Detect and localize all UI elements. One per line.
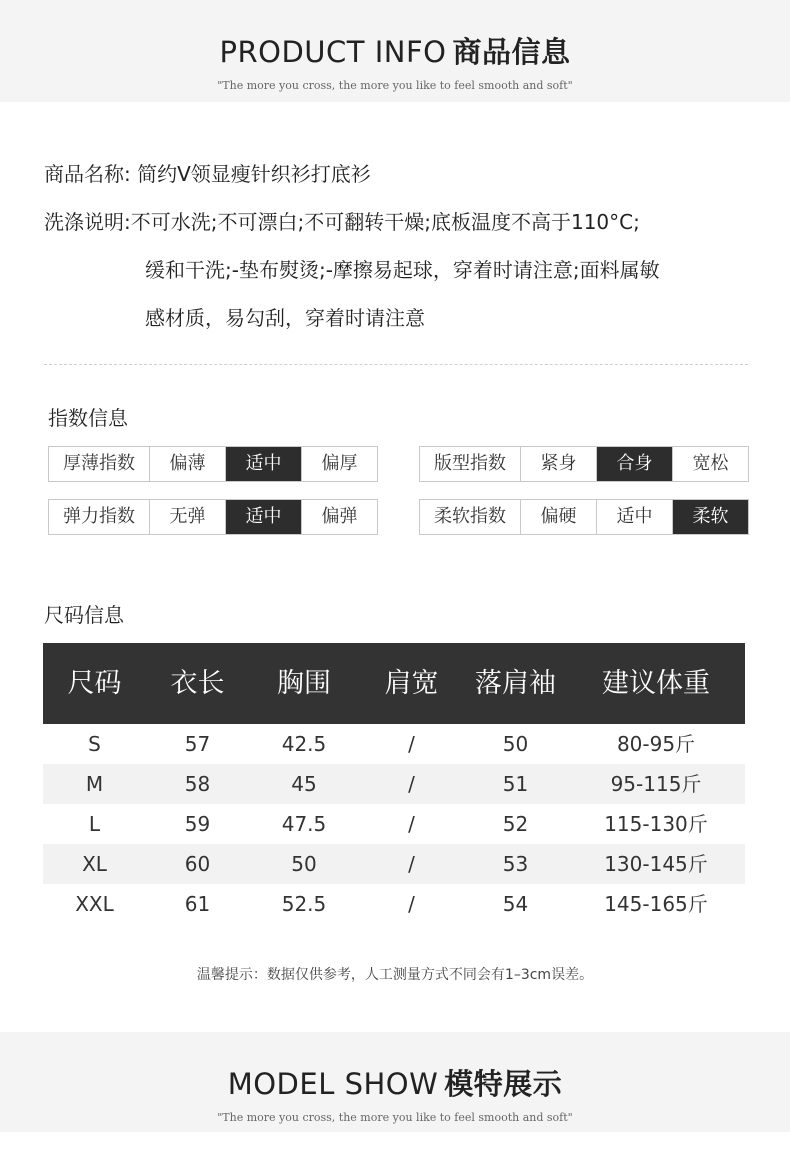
model-show-header (0, 1032, 790, 1132)
table-cell: 60 (184, 852, 211, 876)
table-cell: 57 (184, 732, 211, 756)
index-group-softness (419, 499, 749, 535)
table-row (43, 724, 745, 764)
wash-label: 洗涤说明: (44, 210, 131, 234)
table-cell: 115-130斤 (604, 812, 708, 836)
index-label: 柔软指数 (434, 506, 506, 527)
header-cell: 尺码 (67, 668, 122, 699)
table-cell: 45 (291, 772, 317, 796)
dotted-divider (44, 364, 748, 365)
table-cell: M (85, 772, 104, 796)
table-row (43, 844, 745, 884)
table-cell: S (88, 732, 101, 756)
table-cell: 50 (291, 852, 317, 876)
index-option-selected: 柔软 (672, 500, 748, 534)
index-option: 偏薄 (149, 447, 225, 481)
wash-line: 不可水洗;不可漂白;不可翻转干燥;底板温度不高于110°C; (130, 210, 640, 234)
index-option: 偏弹 (301, 500, 377, 534)
table-row (43, 884, 745, 924)
header-cell: 胸围 (277, 668, 331, 699)
table-cell: 58 (184, 772, 211, 796)
wash-instructions (44, 198, 764, 246)
section-title (0, 1032, 790, 1103)
wash-line: 感材质，易勾刮，穿着时请注意 (145, 306, 425, 330)
table-cell: 52.5 (281, 892, 327, 916)
size-section-title: 尺码信息 (44, 603, 124, 627)
table-cell: 145-165斤 (604, 892, 708, 916)
product-name-row (44, 150, 764, 198)
table-cell: 51 (502, 772, 529, 796)
table-row (43, 804, 745, 844)
table-cell: / (408, 812, 415, 836)
table-cell: 54 (502, 892, 529, 916)
table-cell: 130-145斤 (604, 852, 708, 876)
table-cell: XXL (75, 892, 114, 916)
index-label: 版型指数 (434, 453, 506, 474)
table-cell: / (408, 732, 415, 756)
table-cell: XL (82, 852, 107, 876)
index-option-selected: 适中 (225, 447, 301, 481)
header-cell: 建议体重 (602, 668, 710, 699)
index-group-fit (419, 446, 749, 482)
table-cell: / (408, 852, 415, 876)
measurement-tip: 温馨提示：数据仅供参考，人工测量方式不同会有1–3cm误差。 (196, 967, 594, 983)
table-cell: 59 (184, 812, 211, 836)
table-row (43, 764, 745, 804)
section-subtitle: "The more you cross, the more you like to feel smooth and soft" (217, 79, 573, 92)
table-cell: 95-115斤 (610, 772, 702, 796)
table-cell: 50 (502, 732, 529, 756)
index-section-title: 指数信息 (48, 406, 128, 430)
section-title (0, 0, 790, 71)
wash-lines (131, 198, 764, 246)
index-option: 宽松 (672, 447, 748, 481)
header-cell: 落肩袖 (475, 668, 556, 699)
size-table (43, 643, 745, 924)
wash-line: 缓和干洗;-垫布熨烫;-摩擦易起球，穿着时请注意;面料属敏 (145, 258, 660, 282)
header-cell: 衣长 (170, 668, 225, 699)
index-group-elasticity (48, 499, 378, 535)
index-group-thickness (48, 446, 378, 482)
index-option-selected: 合身 (596, 447, 672, 481)
index-option: 紧身 (520, 447, 596, 481)
index-option-selected: 适中 (225, 500, 301, 534)
table-cell: 42.5 (281, 732, 327, 756)
section-subtitle: "The more you cross, the more you like to feel smooth and soft" (217, 1111, 573, 1124)
table-cell: L (88, 812, 101, 836)
index-label: 弹力指数 (63, 506, 135, 527)
index-option: 偏硬 (520, 500, 596, 534)
index-option: 无弹 (149, 500, 225, 534)
product-name-label: 商品名称: (44, 162, 131, 186)
table-cell: / (408, 772, 415, 796)
table-cell: 47.5 (281, 812, 327, 836)
product-details (44, 150, 764, 342)
table-cell: 53 (502, 852, 529, 876)
header-cell: 肩宽 (384, 668, 439, 699)
title-en: PRODUCT INFO (219, 35, 447, 69)
table-cell: 80-95斤 (616, 732, 696, 756)
table-cell: / (408, 892, 415, 916)
index-option: 偏厚 (301, 447, 377, 481)
table-cell: 61 (184, 892, 211, 916)
title-cn: 模特展示 (444, 1067, 563, 1101)
title-cn: 商品信息 (452, 35, 571, 69)
index-option: 适中 (596, 500, 672, 534)
product-name-value: 简约V领显瘦针织衫打底衫 (137, 162, 371, 186)
size-table-header (43, 643, 745, 724)
title-en: MODEL SHOW (227, 1067, 439, 1101)
index-label: 厚薄指数 (63, 453, 135, 474)
product-info-header (0, 0, 790, 102)
table-cell: 52 (502, 812, 529, 836)
